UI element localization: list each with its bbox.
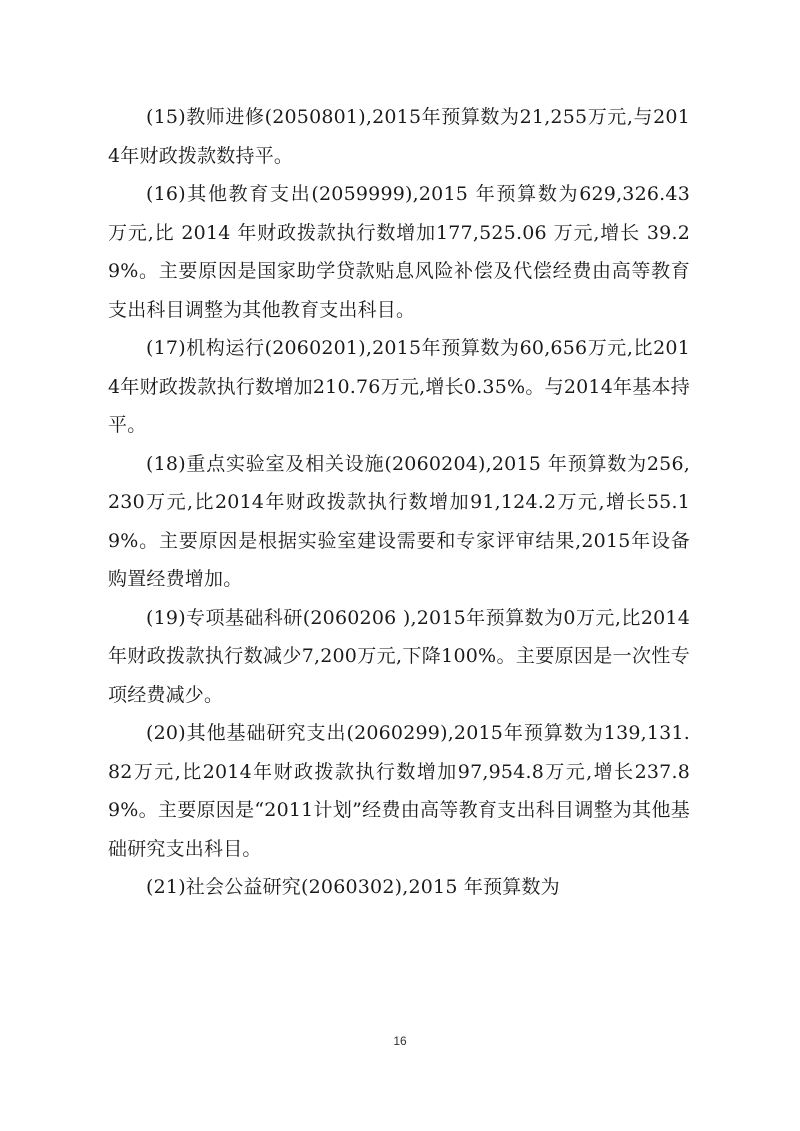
paragraph-item-15: (15)教师进修(2050801),2015年预算数为21,255万元,与2014年财政拨款数持平。 (108, 106, 690, 167)
paragraph-item-16: (16)其他教育支出(2059999),2015 年预算数为629,326.43 万元,比 2014 年财政拨款执行数增加177,525.06 万元,增长 39.29%。主要原因是国家助学贷款贴息风险补偿及代偿经费由高等教育支出科目调整为其他教育支出科目。 (108, 183, 690, 321)
paragraph-item-17: (17)机构运行(2060201),2015年预算数为60,656万元,比2014年财政拨款执行数增加210.76万元,增长0.35%。与2014年基本持平。 (108, 337, 690, 436)
paragraph-item-18: (18)重点实验室及相关设施(2060204),2015 年预算数为256,230万元,比2014年财政拨款执行数增加91,124.2万元,增长55.19%。主要原因是根据实验室建设需要和专家评审结果,2015年设备购置经费增加。 (108, 452, 690, 590)
paragraph-item-21: (21)社会公益研究(2060302),2015 年预算数为 (146, 876, 560, 898)
paragraph-item-19: (19)专项基础科研(2060206 ),2015年预算数为0万元,比2014年财政拨款执行数减少7,200万元,下降100%。主要原因是一次性专项经费减少。 (108, 606, 690, 706)
paragraph-item-20: (20)其他基础研究支出(2060299),2015年预算数为139,131.82万元,比2014年财政拨款执行数增加97,954.8万元,增长237.89%。主要原因是“2011计划”经费由高等教育支出科目调整为其他基础研究支出科目。 (108, 722, 690, 860)
body-text (108, 98, 690, 907)
page-number: 16 (393, 1034, 407, 1048)
